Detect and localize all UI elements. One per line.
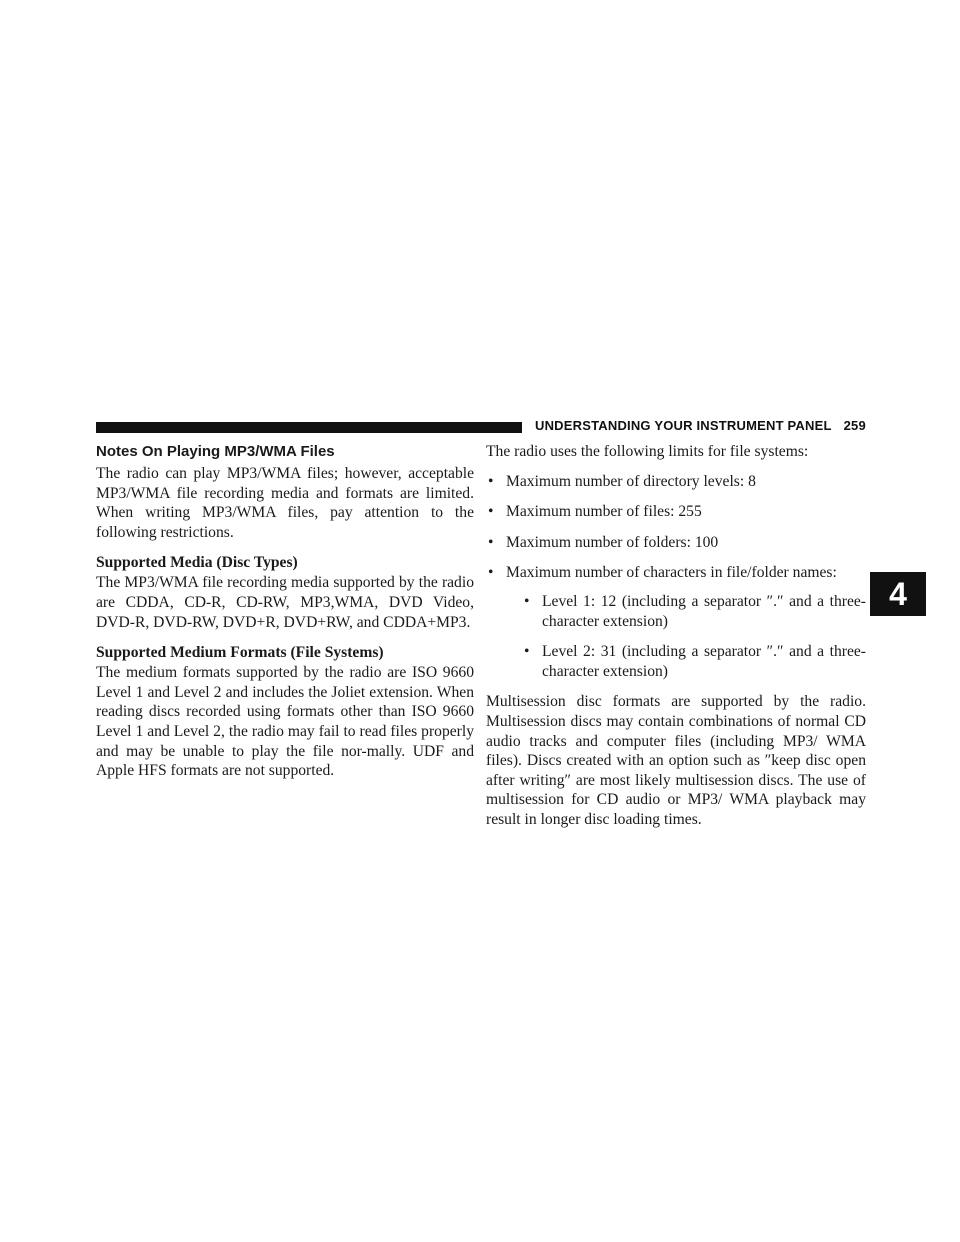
formats-paragraph: The medium formats supported by the radio are ISO 9660 Level 1 and Level 2 and includes the Joliet extension. When reading discs recorded using formats other than ISO 9660 Level 1 and Level 2, the radio may fail to read files properly and may be unable to play the file nor-mally. UDF and Apple HFS formats are not supported. xyxy=(96,664,474,780)
bullet-icon: • xyxy=(524,643,530,661)
media-paragraph: The MP3/WMA file recording media supported by the radio are CDDA, CD-R, CD-RW, MP3,WMA, DVD Video, DVD-R, DVD-RW, DVD+R, DVD+RW, and CDDA+MP3. xyxy=(96,574,474,631)
media-heading: Supported Media (Disc Types) xyxy=(96,554,298,572)
bullet-icon: • xyxy=(488,503,494,521)
list-item: • Maximum number of files: 255 xyxy=(488,503,702,521)
list-item: • Maximum number of directory levels: 8 xyxy=(488,472,756,490)
right-column xyxy=(486,442,866,841)
section-heading: Notes On Playing MP3/WMA Files xyxy=(96,443,335,460)
list-item: • Maximum number of folders: 100 xyxy=(488,533,719,551)
left-column xyxy=(96,442,474,792)
list-item: • Level 1: 12 (including a separator ″.″ and a three-character extension) xyxy=(524,592,866,630)
bullet-icon: • xyxy=(488,533,494,551)
limits-list xyxy=(486,472,866,682)
bullet-icon: • xyxy=(488,472,494,490)
multisession-paragraph: Multisession disc formats are supported by the radio. Multisession discs may contain combinations of normal CD audio tracks and computer files (including MP3/ WMA files). Discs created with an option such as ″keep disc open after writing″ are most likely multisession discs. The use of multisession for CD audio or MP3/ WMA playback may result in longer disc loading times. xyxy=(486,693,866,828)
list-item: • Maximum number of characters in file/folder names: • Level 1: 12 (including a separator ″.″ and a three-character extension) • Level 2: 31 (including a separator ″.″ and a three-character extension) xyxy=(488,564,866,680)
bullet-icon: • xyxy=(488,564,494,582)
sub-limits-list xyxy=(506,592,866,681)
section-title: UNDERSTANDING YOUR INSTRUMENT PANEL xyxy=(535,418,832,433)
formats-heading: Supported Medium Formats (File Systems) xyxy=(96,644,384,662)
page-number: 259 xyxy=(843,418,866,433)
bullet-icon: • xyxy=(524,592,530,610)
running-header xyxy=(535,418,866,433)
header-rule xyxy=(96,422,522,433)
chapter-tab: 4 xyxy=(870,572,926,616)
intro-paragraph: The radio can play MP3/WMA files; however, acceptable MP3/WMA file recording media and formats are limited. When writing MP3/WMA files, pay attention to the following restrictions. xyxy=(96,465,474,541)
list-item: • Level 2: 31 (including a separator ″.″ and a three-character extension) xyxy=(524,643,866,680)
limits-intro: The radio uses the following limits for file systems: xyxy=(486,443,809,460)
